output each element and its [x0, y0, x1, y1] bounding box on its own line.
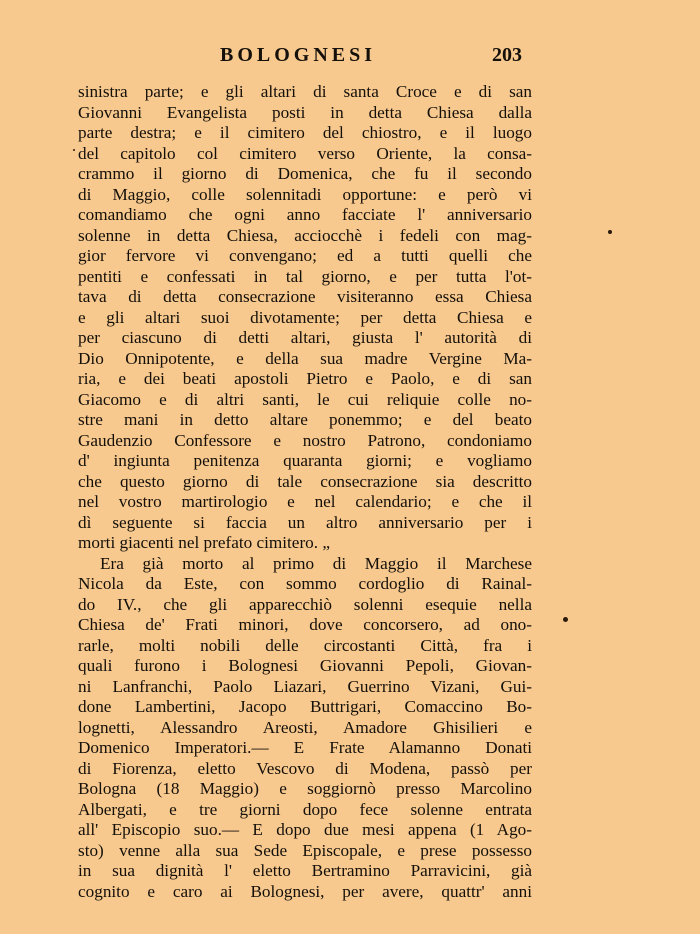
- text-line: per ciascuno di detti altari, giusta l' autorità di: [78, 328, 532, 347]
- text-line: tava di detta consecrazione visiteranno essa Chiesa: [78, 287, 532, 306]
- ink-speck: [608, 230, 612, 234]
- text-line: pentiti e confessati in tal giorno, e per tutta l'ot-: [78, 266, 532, 286]
- paragraph-last-line: morti giacenti nel prefato cimitero. „: [78, 533, 330, 552]
- text-line: rarle, molti nobili delle circostanti Città, fra i: [78, 635, 532, 655]
- text-line: Domenico Imperatori.— E Frate Alamanno Donati: [78, 738, 532, 757]
- text-line: dì seguente si faccia un altro anniversario per i: [78, 512, 532, 532]
- text-line: Gaudenzio Confessore e nostro Patrono, condoniamo: [78, 430, 532, 450]
- text-line: Bologna (18 Maggio) e soggiornò presso Marcolino: [78, 779, 532, 798]
- text-line: e gli altari suoi divotamente; per detta Chiesa e: [78, 307, 532, 327]
- text-line: Albergati, e tre giorni dopo fece solenne entrata: [78, 799, 532, 819]
- text-line: di Fiorenza, eletto Vescovo di Modena, passò per: [78, 758, 532, 778]
- running-head: BOLOGNESI: [220, 44, 377, 66]
- text-line: comandiamo che ogni anno facciate l' anniversario: [78, 205, 532, 224]
- text-line: sto) venne alla sua Sede Episcopale, e prese possesso: [78, 840, 532, 860]
- text-line: ria, e dei beati apostoli Pietro e Paolo, e di san: [78, 369, 532, 388]
- text-line: Chiesa de' Frati minori, dove concorsero, ad ono-: [78, 615, 532, 634]
- text-line: lognetti, Alessandro Areosti, Amadore Ghisilieri e: [78, 717, 532, 737]
- text-line: Giovanni Evangelista posti in detta Chiesa dalla: [78, 102, 532, 122]
- page-number: 203: [492, 44, 522, 66]
- page-header: [78, 44, 530, 70]
- text-line: del capitolo col cimitero verso Oriente, la consa-: [78, 143, 532, 163]
- text-line: Giacomo e di altri santi, le cui reliquie colle no-: [78, 389, 532, 409]
- text-line: crammo il giorno di Domenica, che fu il secondo: [78, 164, 532, 183]
- text-line: ni Lanfranchi, Paolo Liazari, Guerrino Vizani, Gui-: [78, 676, 532, 696]
- text-line: done Lambertini, Jacopo Buttrigari, Comaccino Bo-: [78, 697, 532, 716]
- text-line: d' ingiunta penitenza quaranta giorni; e vogliamo: [78, 451, 532, 470]
- text-line: Nicola da Este, con sommo cordoglio di Rainal-: [78, 574, 532, 593]
- text-line: che questo giorno di tale consecrazione sia descritto: [78, 471, 532, 491]
- body-text: [78, 82, 532, 902]
- text-line: do IV., che gli apparecchiò solenni esequie nella: [78, 594, 532, 614]
- text-line: quali furono i Bolognesi Giovanni Pepoli, Giovan-: [78, 656, 532, 675]
- ink-speck: [73, 149, 75, 151]
- text-line: nel vostro martirologio e nel calendario; e che il: [78, 492, 532, 511]
- text-line: in sua dignità l' eletto Bertramino Parravicini, già: [78, 861, 532, 880]
- text-line: all' Episcopio suo.— E dopo due mesi appena (1 Ago-: [78, 820, 532, 839]
- text-line: stre mani in detto altare ponemmo; e del beato: [78, 410, 532, 429]
- paragraph-first-line: Era già morto al primo di Maggio il Marchese: [100, 553, 532, 573]
- text-line: gior fervore vi convengano; ed a tutti quelli che: [78, 246, 532, 265]
- text-line: solenne in detta Chiesa, acciocchè i fedeli con mag-: [78, 225, 532, 245]
- text-line: sinistra parte; e gli altari di santa Croce e di san: [78, 82, 532, 101]
- text-line: di Maggio, colle solennitadi opportune: e però vi: [78, 184, 532, 204]
- ink-speck: [563, 617, 568, 622]
- text-line: parte destra; e il cimitero del chiostro, e il luogo: [78, 123, 532, 142]
- text-line: Dio Onnipotente, e della sua madre Vergine Ma-: [78, 348, 532, 368]
- text-line: cognito e caro ai Bolognesi, per avere, quattr' anni: [78, 881, 532, 901]
